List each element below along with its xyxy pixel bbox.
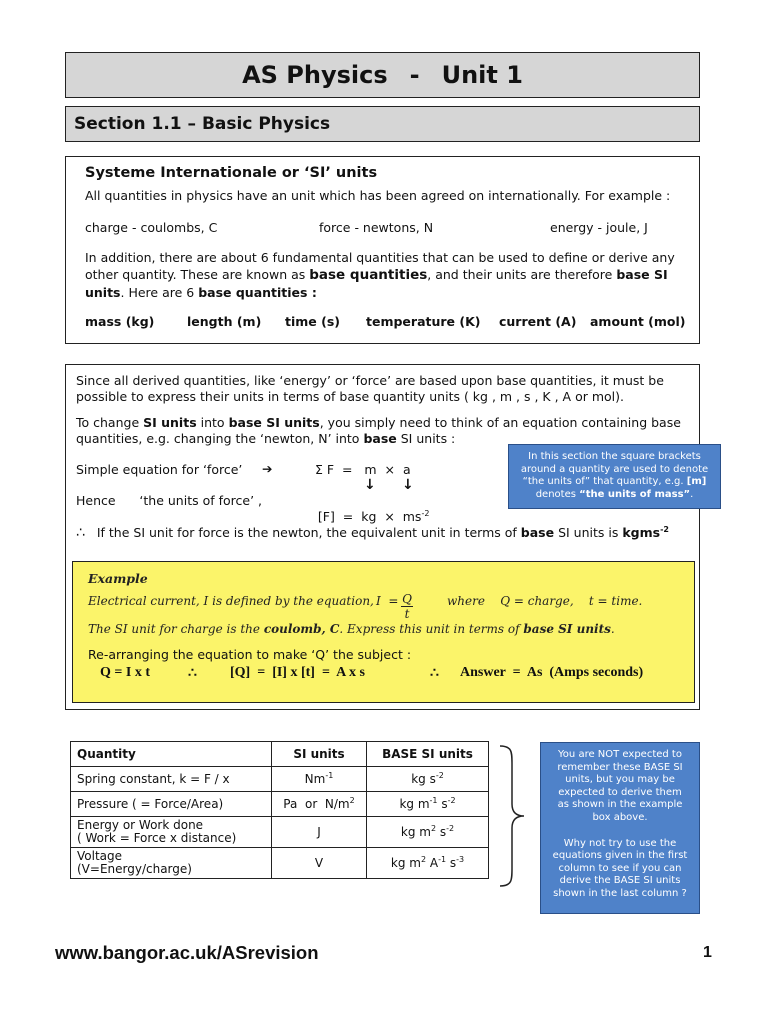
base-sup: -1 — [429, 795, 438, 805]
line2-c: . Express this unit in terms of — [339, 622, 520, 636]
hence-eq-sup: -2 — [421, 509, 430, 518]
cell-quantity — [71, 817, 272, 848]
title-left: AS Physics — [242, 61, 388, 89]
table-row — [71, 792, 489, 817]
title-dash: - — [409, 61, 420, 89]
page-title — [65, 52, 700, 98]
si-example-force: force - newtons, N — [319, 220, 434, 235]
para-text-3: . Here are 6 — [120, 285, 195, 300]
conclusion-text-1: If the SI unit for force is the newton, the equivalent unit in terms of — [96, 525, 517, 540]
change-text-4: SI units : — [400, 431, 456, 446]
change-text-3: , you simply need to think of an equation containing base quantities, e.g. changing the ‘newton, N’ into — [76, 415, 681, 446]
base-unit-temperature: temperature (K) — [366, 314, 481, 329]
cell-quantity: Spring constant, k = F / x — [71, 767, 272, 792]
page-number: 1 — [703, 944, 712, 961]
para-bold-6-base: base quantities : — [198, 285, 317, 300]
cell-si: V — [272, 848, 367, 879]
quantity-line-2: ( Work = Force x distance) — [77, 831, 237, 845]
brackets-note-mid: denotes — [535, 488, 576, 500]
therefore-icon: ∴ — [188, 666, 197, 681]
conclusion-unit-sup: -2 — [660, 525, 669, 534]
example-rearrange: Re-arranging the equation to make ‘Q’ the subject : — [88, 647, 412, 662]
cell-quantity: Pressure ( = Force/Area) — [71, 792, 272, 817]
si-example-energy: energy - joule, J — [550, 220, 648, 235]
base-unit-time: time (s) — [285, 314, 340, 329]
fraction-numerator: Q — [402, 592, 412, 606]
cell-si — [272, 767, 367, 792]
si-text: Nm — [304, 771, 326, 786]
para-bold-base-quantities: base quantities — [309, 267, 428, 283]
si-example-charge: charge - coulombs, C — [85, 220, 218, 235]
expected-note-p2: Why not try to use the equations given in the first column to see if you can derive the BASE SI units shown in the last column ? — [552, 837, 688, 899]
base-sup-3: -3 — [456, 854, 465, 864]
cell-base — [367, 767, 489, 792]
example-eq-lhs: I = — [376, 594, 399, 608]
example-fraction — [401, 592, 413, 621]
section-header: Section 1.1 – Basic Physics — [65, 106, 700, 142]
change-bold-base-si: base SI units — [228, 415, 320, 430]
base-sup-2: -1 — [438, 854, 447, 864]
header-quantity: Quantity — [71, 742, 272, 767]
curly-brace-icon — [498, 744, 528, 888]
base-unit-current: current (A) — [499, 314, 577, 329]
header-si-units: SI units — [272, 742, 367, 767]
change-text-1: To change — [76, 415, 140, 430]
para-text-1: In addition, there are about 6 fundamental quantities that can be used to define or derive any other quantity. These are known as — [85, 250, 675, 282]
example-line-1: Electrical current, I is defined by the equation, — [88, 594, 374, 608]
change-bold-si: SI units — [143, 415, 197, 430]
result-units: [Q] = [I] x [t] = A x s — [230, 665, 365, 680]
table-header-row — [71, 742, 489, 767]
conclusion-text-2: SI units is — [558, 525, 619, 540]
cell-si: J — [272, 817, 367, 848]
base-sup: -2 — [435, 770, 444, 780]
example-line-2 — [88, 622, 615, 636]
example-where: where Q = charge, t = time. — [447, 594, 643, 608]
units-table — [70, 741, 489, 879]
example-heading: Example — [88, 571, 148, 586]
cell-si — [272, 792, 367, 817]
derived-change — [76, 415, 694, 447]
hence-label: Hence ‘the units of force’ , — [76, 493, 262, 508]
si-paragraph — [85, 249, 693, 301]
base-sup-2: -2 — [446, 823, 455, 833]
header-base-si-units: BASE SI units — [367, 742, 489, 767]
line2-e: . — [610, 622, 615, 636]
base-text: kg m — [400, 824, 431, 839]
table-row — [71, 848, 489, 879]
base-text-2: s — [436, 824, 447, 839]
force-equation: Σ F = m × a — [315, 462, 411, 477]
down-arrow-icon: ↓ — [364, 477, 376, 493]
fraction-denominator: t — [404, 607, 410, 621]
quantity-line-1: Energy or Work done — [77, 818, 204, 832]
quantity-line-2: (V=Energy/charge) — [77, 862, 192, 876]
table-row — [71, 817, 489, 848]
brackets-note-bold-m: [m] — [686, 476, 707, 488]
change-text-2: into — [200, 415, 225, 430]
base-unit-amount: amount (mol) — [590, 314, 686, 329]
table-row — [71, 767, 489, 792]
base-text: kg m — [390, 855, 421, 870]
si-sup: -1 — [325, 770, 334, 780]
hence-eq-text: [F] = kg × ms — [317, 509, 422, 524]
conclusion-bold-base: base — [520, 525, 555, 540]
brackets-note — [508, 444, 721, 509]
base-text-2: s — [437, 796, 448, 811]
conclusion — [76, 525, 694, 541]
expected-note-p1: You are NOT expected to remember these BASE SI units, but you may be expected to derive them as shown in the example box above. — [557, 749, 683, 823]
line2-coulomb: coulomb, C — [263, 622, 340, 636]
example-box — [72, 561, 695, 703]
brackets-note-text: In this section the square brackets around a quantity are used to denote “the units of” that quantity, e.g. — [520, 451, 709, 488]
base-unit-length: length (m) — [187, 314, 262, 329]
base-text-3: s — [446, 855, 457, 870]
cell-base — [367, 848, 489, 879]
base-sup: 2 — [430, 823, 437, 833]
result-q: Q = I x t — [100, 665, 150, 680]
base-text: kg m — [399, 796, 430, 811]
therefore-icon: ∴ — [76, 525, 85, 541]
para-bold-base-si-units: base SI units — [85, 267, 668, 300]
brackets-note-end: . — [690, 488, 694, 500]
cell-base — [367, 817, 489, 848]
base-unit-mass: mass (kg) — [85, 314, 155, 329]
down-arrow-icon: ↓ — [402, 477, 414, 493]
base-sup: 2 — [420, 854, 427, 864]
si-heading: Systeme Internationale or ‘SI’ units — [85, 165, 378, 181]
derived-intro: Since all derived quantities, like ‘energy’ or ‘force’ are based upon base quantities, it must be possible to express their units in terms of base quantity units ( kg , m , s , K , A or mol). — [76, 373, 664, 404]
right-arrow-icon: ➔ — [262, 461, 273, 476]
si-text: Pa or N/m — [283, 796, 350, 811]
brackets-note-bold-units: “the units of mass” — [579, 488, 691, 500]
si-intro: All quantities in physics have an unit which has been agreed on internationally. For example : — [85, 188, 671, 203]
si-units-box — [65, 156, 700, 344]
expected-note — [540, 742, 700, 914]
simple-eq-label: Simple equation for ‘force’ — [76, 462, 243, 477]
cell-quantity — [71, 848, 272, 879]
line2-a: The SI unit for charge is the — [88, 622, 260, 636]
base-text-2: A — [426, 855, 439, 870]
therefore-icon: ∴ — [430, 666, 439, 681]
line2-base-si: base SI units — [523, 622, 611, 636]
para-text-2: , and their units are therefore — [427, 267, 613, 282]
base-text: kg s — [411, 771, 436, 786]
si-sup: 2 — [349, 795, 355, 805]
quantity-line-1: Voltage — [77, 849, 123, 863]
footer-url[interactable]: www.bangor.ac.uk/ASrevision — [55, 942, 319, 963]
cell-base — [367, 792, 489, 817]
base-sup-2: -2 — [447, 795, 456, 805]
result-answer: Answer = As (Amps seconds) — [460, 665, 644, 680]
conclusion-unit: kgms — [622, 525, 661, 540]
change-bold-base: base — [363, 431, 397, 446]
title-right: Unit 1 — [441, 61, 523, 89]
